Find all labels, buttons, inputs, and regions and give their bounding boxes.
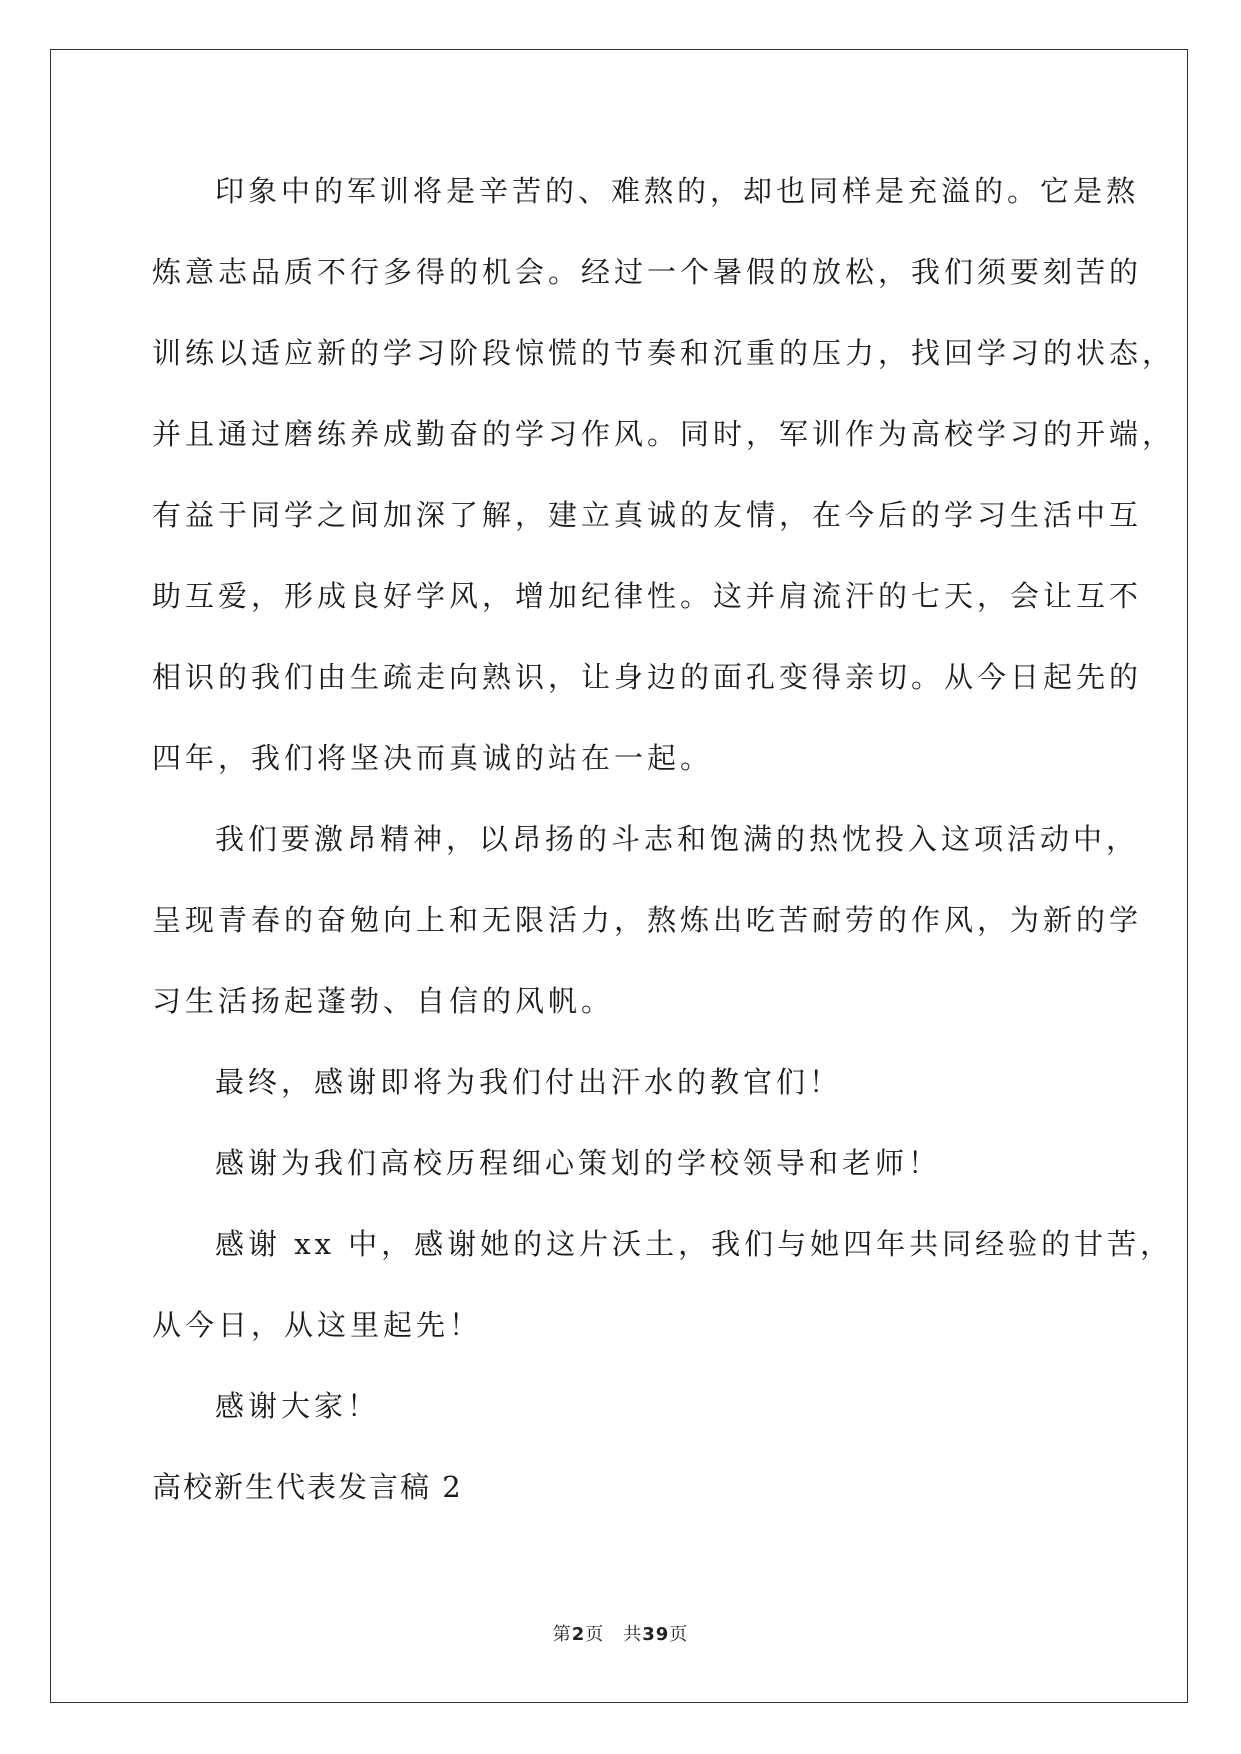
body-line-13: 感谢为我们高校历程细心策划的学校领导和老师！ bbox=[215, 1146, 942, 1180]
body-line-11: 习生活扬起蓬勃、自信的风帆。 bbox=[152, 984, 615, 1018]
footer-mid: 页 共 bbox=[585, 1624, 643, 1645]
body-line-15: 从今日，从这里起先！ bbox=[152, 1308, 483, 1342]
body-line-12: 最终，感谢即将为我们付出汗水的教官们！ bbox=[215, 1065, 843, 1099]
body-line-9: 我们要激昂精神，以昂扬的斗志和饱满的热忱投入这项活动中， bbox=[215, 822, 1140, 856]
body-line-10: 呈现青春的奋勉向上和无限活力，熬炼出吃苦耐劳的作风，为新的学 bbox=[152, 903, 1143, 937]
body-line-8: 四年，我们将坚决而真诚的站在一起。 bbox=[152, 741, 714, 775]
body-line-4: 并且通过磨练养成勤奋的学习作风。同时，军训作为高校学习的开端， bbox=[152, 417, 1176, 451]
body-line-6: 助互爱，形成良好学风，增加纪律性。这并肩流汗的七天，会让互不 bbox=[152, 579, 1143, 613]
body-line-14: 感谢 xx 中，感谢她的这片沃土，我们与她四年共同经验的甘苦， bbox=[215, 1227, 1174, 1261]
body-line-3: 训练以适应新的学习阶段惊慌的节奏和沉重的压力，找回学习的状态， bbox=[152, 336, 1176, 370]
body-line-7: 相识的我们由生疏走向熟识，让身边的面孔变得亲切。从今日起先的 bbox=[152, 660, 1143, 694]
footer-total-pages: 39 bbox=[642, 1624, 670, 1645]
body-line-2: 炼意志品质不行多得的机会。经过一个暑假的放松，我们须要刻苦的 bbox=[152, 255, 1143, 289]
section-heading: 高校新生代表发言稿 2 bbox=[152, 1470, 463, 1504]
body-line-5: 有益于同学之间加深了解，建立真诚的友情，在今后的学习生活中互 bbox=[152, 498, 1143, 532]
footer-page-number: 2 bbox=[571, 1624, 586, 1645]
page-footer bbox=[0, 1620, 1241, 1646]
document-body bbox=[152, 162, 1176, 1539]
body-line-16: 感谢大家！ bbox=[215, 1389, 381, 1423]
body-line-1: 印象中的军训将是辛苦的、难熬的，却也同样是充溢的。它是熬 bbox=[215, 174, 1140, 208]
footer-suffix: 页 bbox=[669, 1624, 689, 1645]
footer-prefix: 第 bbox=[552, 1624, 572, 1645]
